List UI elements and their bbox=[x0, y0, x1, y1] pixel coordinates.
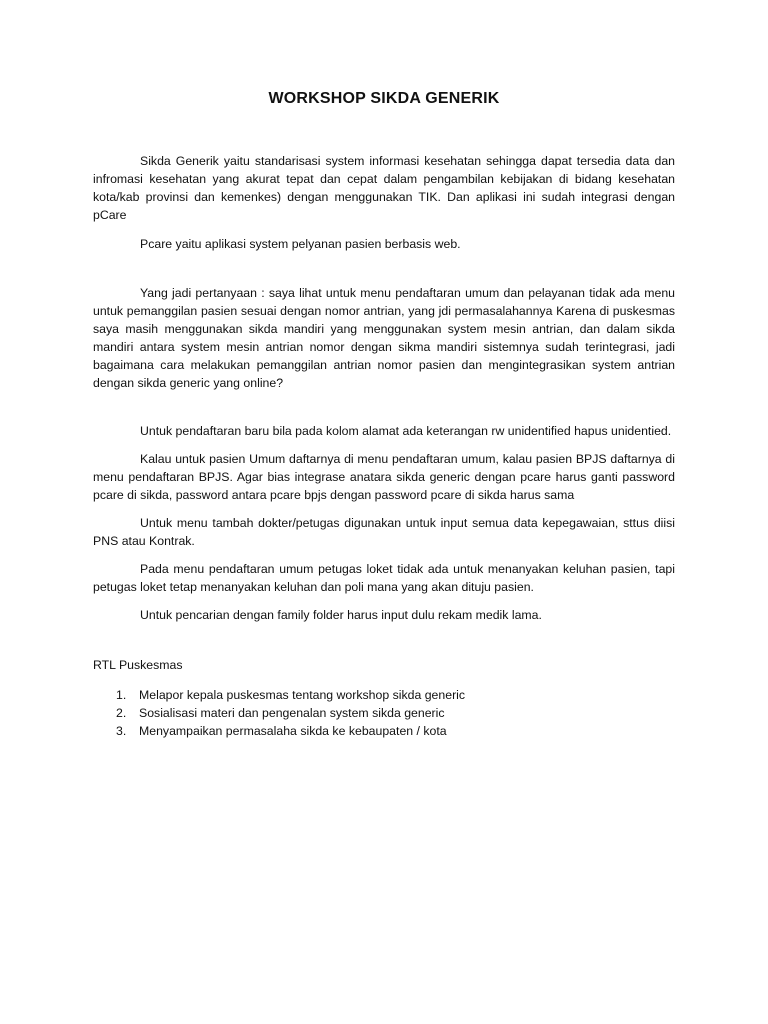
rtl-list bbox=[93, 686, 675, 740]
list-item bbox=[93, 722, 675, 740]
paragraph-registration: Untuk pendaftaran baru bila pada kolom alamat ada keterangan rw unidentified hapus unidentied. bbox=[140, 424, 672, 438]
paragraph-bpjs: Kalau untuk pasien Umum daftarnya di menu pendaftaran umum, kalau pasien BPJS daftarnya di menu pendaftaran BPJS. Agar bias integrase anatara sikda generic dengan pcare harus ganti password pcare di sikda, password antara pcare bpjs dengan password pcare di sikda harus sama bbox=[93, 452, 675, 502]
paragraph-family-folder: Untuk pencarian dengan family folder harus input dulu rekam medik lama. bbox=[140, 608, 542, 622]
paragraph-counter: Pada menu pendaftaran umum petugas loket tidak ada untuk menanyakan keluhan pasien, tapi petugas loket tetap menanyakan keluhan dan poli mana yang akan dituju pasien. bbox=[93, 562, 675, 594]
list-item-number: 2. bbox=[116, 706, 127, 720]
paragraph-staff-menu: Untuk menu tambah dokter/petugas digunakan untuk input semua data kepegawaian, sttus diisi PNS atau Kontrak. bbox=[93, 516, 675, 548]
list-item-text: Melapor kepala puskesmas tentang workshop sikda generic bbox=[139, 688, 466, 702]
paragraph-pcare-definition: Pcare yaitu aplikasi system pelyanan pasien berbasis web. bbox=[140, 237, 461, 251]
list-item-number: 1. bbox=[116, 688, 127, 702]
list-item bbox=[93, 686, 675, 704]
rtl-heading: RTL Puskesmas bbox=[93, 658, 183, 672]
paragraph-sikda-definition: Sikda Generik yaitu standarisasi system informasi kesehatan sehingga dapat tersedia data dan infromasi kesehatan yang akurat tepat dan cepat dalam pengambilan kebijakan di bidang kesehatan kota/kab provinsi dan kemenkes) dengan menggunakan TIK. Dan aplikasi ini sudah integrasi dengan pCare bbox=[93, 154, 675, 222]
list-item-text: Menyampaikan permasalaha sikda ke kebaupaten / kota bbox=[139, 724, 447, 738]
list-item-number: 3. bbox=[116, 724, 127, 738]
paragraph-question: Yang jadi pertanyaan : saya lihat untuk menu pendaftaran umum dan pelayanan tidak ada menu untuk pemanggilan pasien sesuai dengan nomor antrian, yang jdi permasalahannya Karena di puskesmas saya masih menggunakan sikda mandiri yang menggunakan system mesin antrian, dan dalam sikda mandiri antara system mesin antrian nomor dengan sikma mandiri sistemnya sudah terintegrasi, jadi bagaimana cara melakukan pemanggilan antrian nomor pasien dan mengintegrasikan system antrian dengan sikda generic yang online? bbox=[93, 286, 675, 390]
list-item-text: Sosialisasi materi dan pengenalan system sikda generic bbox=[139, 706, 445, 720]
list-item bbox=[93, 704, 675, 722]
document-title: WORKSHOP SIKDA GENERIK bbox=[268, 90, 500, 107]
